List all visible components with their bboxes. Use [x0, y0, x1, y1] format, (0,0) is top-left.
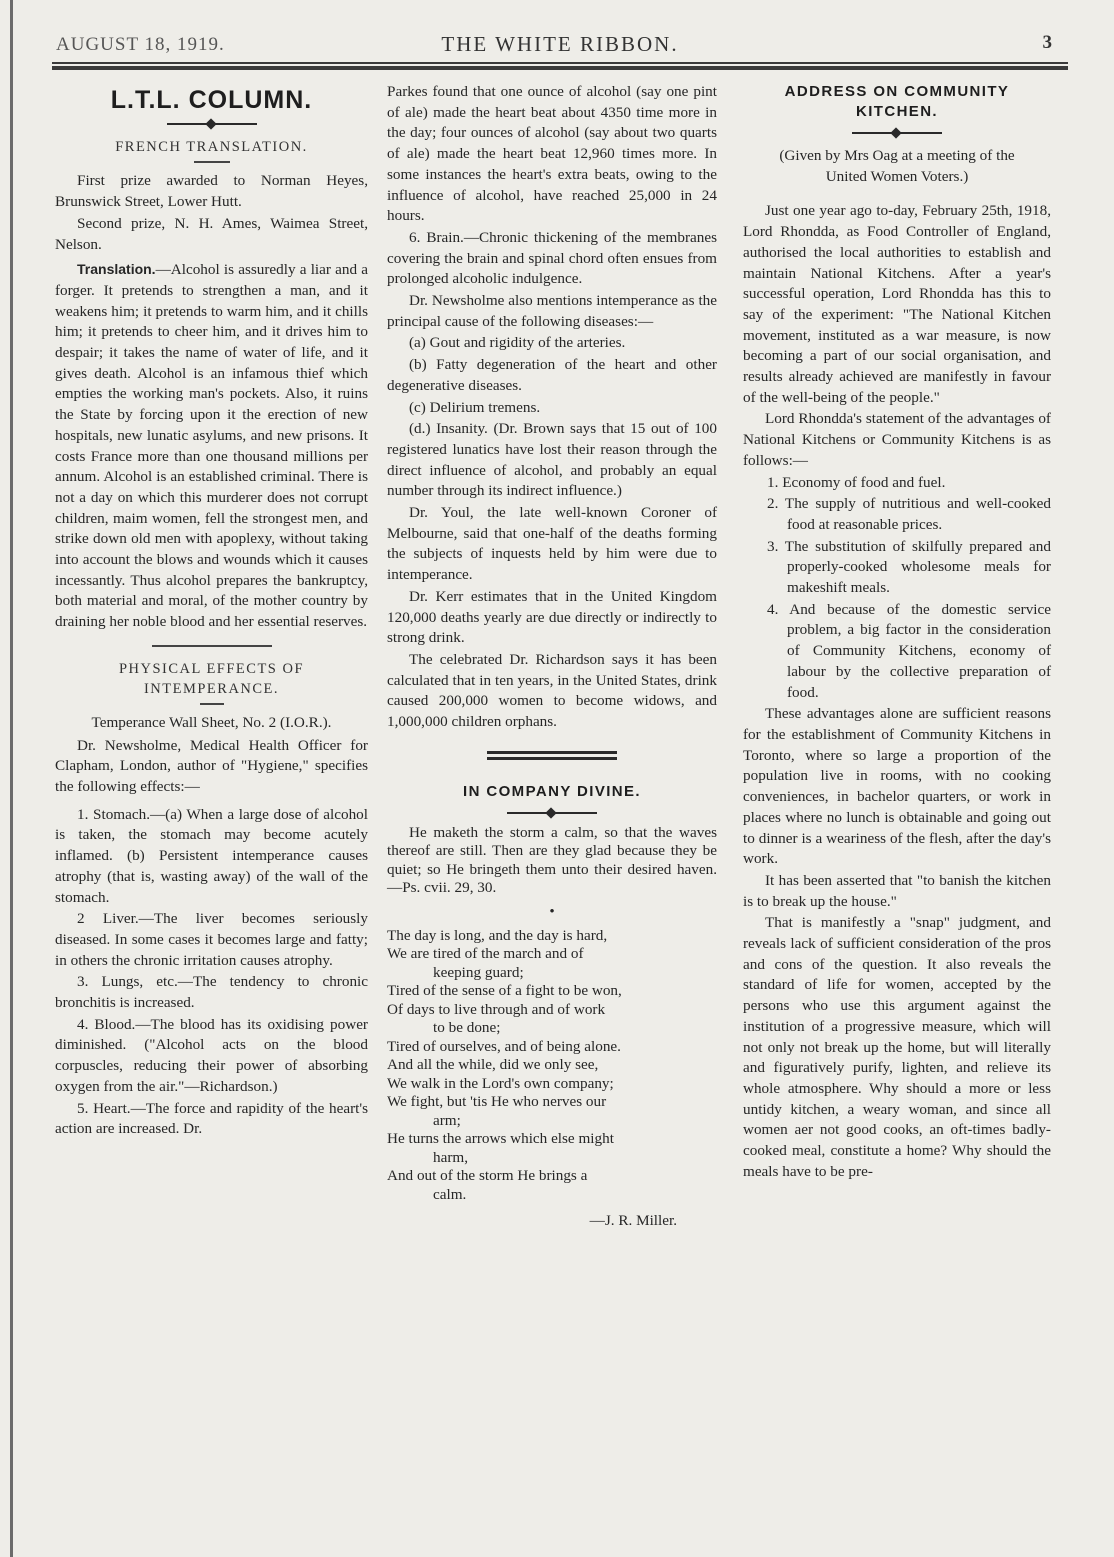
paragraph: These advantages alone are sufficient reasons for the establishment of Community Kitchens in Toronto, where so large a proportion of the population live in rooms, with no cooking conveniences, in bachelor quarters, or work in places where no lunch is obtainable and going out to dinner is a weariness of the flesh, after the day's work.: [743, 705, 1051, 868]
translation-text: —Alcohol is assuredly a liar and a forger. It pretends to strengthen a man, and it weakens him; it pretends to warm him, and it chills him; it pretends to cheer him, and it drives him to despair; it takes the name of water of life, and it gives death. Alcohol is an infamous thief which empties the working man's pockets. Also, it ruins the State by forcing upon it the erection of new hospitals, new lunatic asylums, and new prisons. It costs France more than one thousand millions per annum. Alcohol is an established criminal. There is not a day on which this murderer does not corrupt children, maim women, fell the strongest men, and strike down old men with apoplexy, without taking into account the blows and wounds which it causes incessantly. Thus alcohol prepares the bankruptcy, both material and moral, of the mother country by draining her noble blood and her essential reserves.: [55, 261, 368, 631]
paragraph: (d.) Insanity. (Dr. Brown says that 15 out of 100 registered lunatics have lost their reason through the direct influence of alcohol, and probably an equal number through its indirect influence.): [387, 420, 717, 500]
verse-line: keeping guard;: [433, 963, 524, 981]
paragraph: The celebrated Dr. Richardson says it has been calculated that in ten years, in the United States, drink caused 200,000 women to become widows, and 1,000,000 children orphans.: [387, 650, 717, 731]
effect-item: 5. Heart.—The force and rapidity of the heart's action are increased. Dr.: [55, 1099, 368, 1138]
page-edge-line: [10, 0, 13, 1557]
paragraph: 6. Brain.—Chronic thickening of the membranes covering the brain and spinal chord often ensues from prolonged alcoholic indulgence.: [387, 228, 717, 288]
bullet-ornament: •: [549, 902, 555, 920]
paragraph: (b) Fatty degeneration of the heart and other degenerative diseases.: [387, 356, 717, 394]
short-rule: [200, 703, 224, 705]
ornament-rule: [852, 126, 942, 140]
paragraph: Lord Rhondda's statement of the advantages of National Kitchens or Community Kitchens is as follows:—: [743, 410, 1051, 469]
advantage-item: 3. The substitution of skilfully prepared and properly-cooked wholesome meals for makeshift meals.: [767, 537, 1051, 597]
paragraph: That is manifestly a "snap" judgment, and reveals lack of sufficient consideration of the pros and cons of the question. It also reveals the standard of life for women, accepted by the persons who use this argument against the institution of a progressive measure, which will not only not break up the home, but will literally and figuratively purify, lighten, and relieve its whole atmosphere. Why should a more or less untidy kitchen, a weary woman, and since all women aer not good cooks, an oft-times badly-cooked meal, constitute a home? Why should the meals have to be pre-: [743, 914, 1051, 1180]
effects-intro: Dr. Newsholme, Medical Health Officer for Clapham, London, author of "Hygiene," specifies the following effects:—: [55, 736, 368, 795]
second-prize: Second prize, N. H. Ames, Waimea Street, Nelson.: [55, 214, 368, 253]
paragraph: Dr. Kerr estimates that in the United Kingdom 120,000 deaths yearly are due directly or indirectly to strong drink.: [387, 587, 717, 647]
column-ltl: [55, 82, 368, 1141]
paragraph: It has been asserted that "to banish the kitchen is to break up the house.": [743, 871, 1051, 910]
running-head: [56, 30, 1064, 60]
poem-signature: —J. R. Miller.: [589, 1212, 677, 1229]
verse-line: We fight, but 'tis He who nerves our: [387, 1093, 607, 1110]
verse-line: calm.: [433, 1185, 467, 1203]
verse-line: arm;: [433, 1111, 461, 1129]
publication-title: THE WHITE RIBBON.: [441, 32, 679, 56]
verse-line: to be done;: [433, 1019, 501, 1036]
column-middle: [387, 82, 717, 1231]
ltl-column-title: L.T.L. COLUMN.: [110, 86, 313, 114]
verse-line: harm,: [433, 1148, 469, 1166]
wall-sheet-line: Temperance Wall Sheet, No. 2 (I.O.R.).: [91, 713, 332, 731]
page-number: 3: [1042, 32, 1052, 53]
epigraph: He maketh the storm a calm, so that the waves thereof are still. Then are they glad because they be quiet; so He bringeth them unto their desired haven.—Ps. cvii. 29, 30.: [387, 823, 717, 897]
paragraph: Parkes found that one ounce of alcohol (say one pint of ale) made the heart beat about 4350 time more in the day; four ounces of alcohol (say about two quarts of ale) made the heart beat 12,960 times more. In some instances the heart's extra beats, owing to the influence of alcohol, have reached 25,000 in 24 hours.: [387, 83, 717, 225]
verse-line: We walk in the Lord's own company;: [387, 1074, 614, 1092]
advantage-item: 4. And because of the domestic service problem, a big factor in the consideration of Community Kitchens, economy of labour by the collective preparation of food.: [767, 600, 1051, 701]
verse-line: Of days to live through and of work: [387, 1000, 606, 1018]
translation-label: Translation.: [77, 261, 156, 278]
issue-date: AUGUST 18, 1919.: [56, 34, 225, 55]
verse-line: And out of the storm He brings a: [387, 1167, 588, 1184]
translation-paragraph: [55, 259, 368, 633]
french-translation-heading: FRENCH TRANSLATION.: [115, 138, 308, 155]
address-subtitle: (Given by Mrs Oag at a meeting of the United Women Voters.): [779, 147, 1015, 185]
paragraph: (a) Gout and rigidity of the arteries.: [409, 334, 626, 352]
ornament-rule: [507, 806, 597, 820]
first-prize: First prize awarded to Norman Heyes, Brunswick Street, Lower Hutt.: [55, 172, 368, 211]
short-rule: [194, 161, 230, 163]
ornament-rule: [167, 117, 257, 131]
column-community-kitchen: [743, 82, 1051, 1183]
effect-item: 1. Stomach.—(a) When a large dose of alcohol is taken, the stomach may become acutely inflamed. (b) Persistent intemperance causes atrophy (that is, wasting away) of the wall of the stomach.: [55, 805, 368, 906]
advantage-item: 1. Economy of food and fuel.: [767, 473, 946, 491]
verse-line: He turns the arrows which else might: [387, 1130, 614, 1147]
paragraph: Dr. Newsholme also mentions intemperance as the principal cause of the following diseases:—: [387, 292, 717, 330]
effect-item: 3. Lungs, etc.—The tendency to chronic bronchitis is increased.: [55, 973, 368, 1012]
verse-line: The day is long, and the day is hard,: [387, 926, 608, 944]
advantage-item: 2. The supply of nutritious and well-cooked food at reasonable prices.: [767, 495, 1051, 533]
verse-line: Tired of the sense of a fight to be won,: [387, 982, 622, 999]
poem-verse: [387, 927, 717, 1231]
header-rule: [52, 62, 1068, 72]
paragraph: (c) Delirium tremens.: [409, 398, 541, 416]
separator-rule: [152, 645, 272, 647]
effect-item: 4. Blood.—The blood has its oxidising power diminished. ("Alcohol acts on the blood corpuscles, reducing their power of absorbing oxygen from the air."—Richardson.): [55, 1015, 368, 1095]
verse-line: And all the while, did we only see,: [387, 1056, 599, 1073]
poem-title: IN COMPANY DIVINE.: [463, 782, 641, 800]
physical-effects-heading: PHYSICAL EFFECTS OF INTEMPERANCE.: [118, 660, 305, 697]
community-kitchen-title: ADDRESS ON COMMUNITY KITCHEN.: [784, 83, 1010, 120]
double-rule: [487, 751, 617, 760]
verse-line: We are tired of the march and of: [387, 945, 584, 962]
paragraph: Dr. Youl, the late well-known Coroner of Melbourne, said that one-half of the deaths forming the subjects of inquests held by him were due to intemperance.: [387, 504, 717, 584]
paragraph: Just one year ago to-day, February 25th, 1918, Lord Rhondda, as Food Controller of England, authorised the local authorities to establish and maintain National Kitchens. After a year's successful operation, Lord Rhondda has this to say of the experiment: "The National Kitchen movement, instituted as a war measure, is now becoming a part of our social organisation, and results already achieved are manifestly in favour of the well-being of the people.": [743, 202, 1051, 406]
verse-line: Tired of ourselves, and of being alone.: [387, 1037, 621, 1055]
effect-item: 2 Liver.—The liver becomes seriously diseased. In some cases it becomes large and fatty; in others the chronic irritation causes atrophy.: [55, 910, 368, 969]
